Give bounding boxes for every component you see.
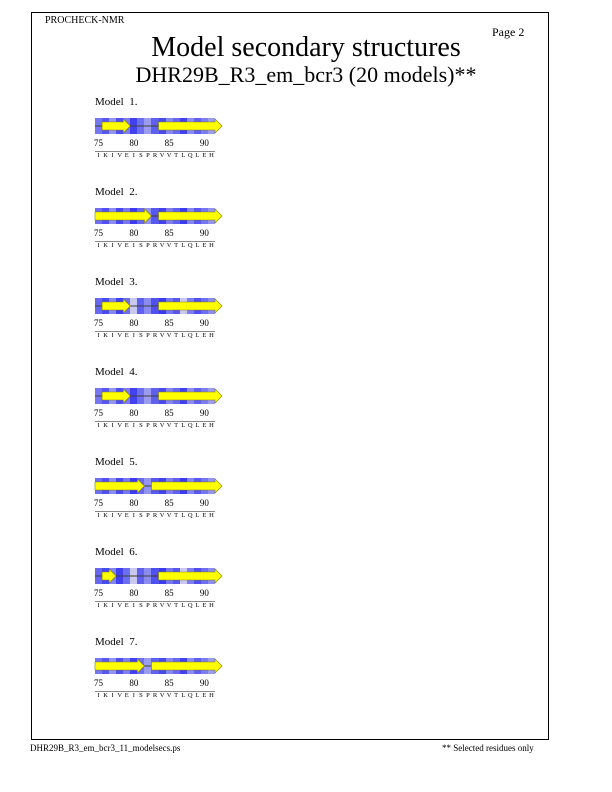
residue-letter: V bbox=[159, 602, 165, 609]
tick-label: 85 bbox=[164, 678, 174, 688]
model-label: Model 5. bbox=[95, 456, 138, 468]
strand-arrow bbox=[151, 479, 222, 493]
residue-letter: E bbox=[202, 692, 207, 699]
residue-letter: K bbox=[103, 512, 108, 519]
tick-label: 80 bbox=[129, 318, 139, 328]
residue-letter: I bbox=[132, 692, 135, 699]
model-label: Model 1. bbox=[95, 96, 138, 108]
residue-letter: V bbox=[159, 512, 165, 519]
residue-letter: I bbox=[111, 332, 114, 339]
strand-arrow bbox=[159, 299, 223, 313]
residue-letter: E bbox=[202, 602, 207, 609]
tick-label: 80 bbox=[129, 228, 139, 238]
secondary-structure-track bbox=[95, 388, 215, 404]
residue-letter: Q bbox=[187, 512, 193, 519]
residue-letter: L bbox=[195, 602, 200, 609]
residue-letter: L bbox=[181, 512, 186, 519]
residue-letter: V bbox=[166, 332, 172, 339]
residue-letter: I bbox=[111, 602, 114, 609]
secondary-structure-track bbox=[95, 208, 215, 224]
residue-letter: I bbox=[132, 332, 135, 339]
residue-letter: V bbox=[117, 512, 123, 519]
residue-letter: K bbox=[103, 692, 108, 699]
residue-letter: V bbox=[159, 692, 165, 699]
tick-label: 90 bbox=[199, 588, 209, 598]
residue-letter: L bbox=[195, 512, 200, 519]
residue-letter: I bbox=[111, 422, 114, 429]
residue-letter: T bbox=[174, 602, 179, 609]
tick-label: 85 bbox=[164, 228, 174, 238]
tick-label: 85 bbox=[164, 138, 174, 148]
residue-letter: E bbox=[124, 242, 129, 249]
residue-letter: L bbox=[181, 602, 186, 609]
residue-letter: I bbox=[132, 512, 135, 519]
residue-letter: E bbox=[124, 152, 129, 159]
sequence bbox=[95, 332, 215, 342]
secondary-structure-track bbox=[95, 478, 215, 494]
residue-letter: L bbox=[195, 422, 200, 429]
residue-letter: I bbox=[132, 602, 135, 609]
model-panel bbox=[95, 546, 225, 626]
sequence bbox=[95, 422, 215, 432]
residue-letter: H bbox=[209, 332, 214, 339]
tick-label: 75 bbox=[94, 228, 104, 238]
strand-arrow bbox=[95, 479, 144, 493]
tick-label: 75 bbox=[94, 678, 104, 688]
strand-arrow bbox=[159, 569, 223, 583]
residue-letter: R bbox=[152, 602, 158, 609]
residue-letter: Q bbox=[187, 422, 193, 429]
residue-letter: E bbox=[124, 422, 129, 429]
residue-letter: T bbox=[174, 332, 179, 339]
residue-letter: L bbox=[181, 152, 186, 159]
sequence bbox=[95, 242, 215, 252]
residue-letter: S bbox=[139, 692, 143, 699]
residue-letter: I bbox=[97, 692, 100, 699]
residue-axis bbox=[95, 498, 225, 508]
residue-letter: H bbox=[209, 152, 214, 159]
residue-letter: V bbox=[166, 692, 172, 699]
residue-letter: P bbox=[146, 332, 150, 339]
footer-filename: DHR29B_R3_em_bcr3_11_modelsecs.ps bbox=[30, 743, 181, 753]
residue-letter: L bbox=[195, 332, 200, 339]
residue-letter: P bbox=[146, 152, 150, 159]
strand-arrow bbox=[102, 299, 130, 313]
tick-label: 75 bbox=[94, 408, 104, 418]
strand-arrow bbox=[95, 209, 151, 223]
residue-letter: I bbox=[111, 692, 114, 699]
residue-letter: Q bbox=[187, 332, 193, 339]
tick-label: 80 bbox=[129, 408, 139, 418]
strand-arrow bbox=[102, 569, 116, 583]
residue-letter: S bbox=[139, 332, 143, 339]
secondary-structure-track bbox=[95, 568, 215, 584]
model-panel bbox=[95, 366, 225, 446]
residue-letter: V bbox=[117, 332, 123, 339]
residue-letter: I bbox=[97, 152, 100, 159]
residue-letter: E bbox=[202, 152, 207, 159]
residue-letter: V bbox=[159, 332, 165, 339]
residue-letter: Q bbox=[187, 602, 193, 609]
model-label: Model 2. bbox=[95, 186, 138, 198]
residue-letter: V bbox=[117, 602, 123, 609]
residue-letter: R bbox=[152, 152, 158, 159]
tick-label: 85 bbox=[164, 588, 174, 598]
residue-letter: V bbox=[166, 512, 172, 519]
strand-arrow bbox=[159, 389, 223, 403]
tick-label: 90 bbox=[199, 408, 209, 418]
residue-letter: R bbox=[152, 332, 158, 339]
residue-letter: P bbox=[146, 692, 150, 699]
tick-label: 90 bbox=[199, 318, 209, 328]
tick-label: 75 bbox=[94, 588, 104, 598]
program-name: PROCHECK-NMR bbox=[45, 15, 125, 26]
residue-letter: T bbox=[174, 692, 179, 699]
page-title: Model secondary structures bbox=[151, 32, 461, 63]
footer-note: ** Selected residues only bbox=[442, 743, 534, 753]
residue-letter: I bbox=[132, 422, 135, 429]
tick-label: 75 bbox=[94, 138, 104, 148]
residue-axis bbox=[95, 678, 225, 688]
sequence bbox=[95, 602, 215, 612]
residue-letter: H bbox=[209, 602, 214, 609]
residue-letter: V bbox=[166, 602, 172, 609]
residue-letter: R bbox=[152, 692, 158, 699]
residue-letter: V bbox=[166, 242, 172, 249]
residue-letter: K bbox=[103, 332, 108, 339]
model-panel bbox=[95, 186, 225, 266]
residue-letter: I bbox=[97, 422, 100, 429]
residue-axis bbox=[95, 408, 225, 418]
residue-letter: P bbox=[146, 242, 150, 249]
tick-label: 80 bbox=[129, 138, 139, 148]
tick-label: 85 bbox=[164, 498, 174, 508]
tick-label: 90 bbox=[199, 498, 209, 508]
residue-letter: P bbox=[146, 512, 150, 519]
sequence bbox=[95, 512, 215, 522]
residue-letter: K bbox=[103, 152, 108, 159]
tick-label: 80 bbox=[129, 498, 139, 508]
residue-letter: S bbox=[139, 152, 143, 159]
residue-letter: L bbox=[195, 152, 200, 159]
residue-letter: E bbox=[202, 242, 207, 249]
residue-letter: E bbox=[124, 692, 129, 699]
page-number: Page 2 bbox=[492, 25, 525, 39]
residue-letter: Q bbox=[187, 152, 193, 159]
tick-label: 80 bbox=[129, 588, 139, 598]
residue-axis bbox=[95, 588, 225, 598]
tick-label: 90 bbox=[199, 138, 209, 148]
residue-letter: H bbox=[209, 242, 214, 249]
residue-letter: R bbox=[152, 512, 158, 519]
residue-letter: I bbox=[97, 602, 100, 609]
residue-letter: V bbox=[117, 692, 123, 699]
residue-letter: K bbox=[103, 242, 108, 249]
residue-letter: V bbox=[166, 152, 172, 159]
residue-letter: E bbox=[124, 602, 129, 609]
model-panel bbox=[95, 636, 225, 716]
sequence bbox=[95, 692, 215, 702]
residue-letter: Q bbox=[187, 242, 193, 249]
residue-letter: S bbox=[139, 422, 143, 429]
strand-arrow bbox=[102, 389, 130, 403]
residue-letter: H bbox=[209, 512, 214, 519]
residue-letter: V bbox=[159, 152, 165, 159]
residue-letter: H bbox=[209, 422, 214, 429]
residue-letter: K bbox=[103, 602, 108, 609]
model-panel bbox=[95, 276, 225, 356]
strand-arrow bbox=[151, 659, 222, 673]
sequence bbox=[95, 152, 215, 162]
residue-letter: E bbox=[202, 512, 207, 519]
residue-letter: E bbox=[202, 422, 207, 429]
secondary-structure-track bbox=[95, 658, 215, 674]
residue-letter: L bbox=[195, 692, 200, 699]
residue-letter: T bbox=[174, 152, 179, 159]
residue-axis bbox=[95, 228, 225, 238]
tick-label: 85 bbox=[164, 408, 174, 418]
residue-letter: Q bbox=[187, 692, 193, 699]
residue-axis bbox=[95, 138, 225, 148]
residue-letter: H bbox=[209, 692, 214, 699]
secondary-structure-track bbox=[95, 298, 215, 314]
residue-letter: E bbox=[202, 332, 207, 339]
tick-label: 90 bbox=[199, 678, 209, 688]
tick-label: 80 bbox=[129, 678, 139, 688]
residue-letter: S bbox=[139, 602, 143, 609]
residue-letter: I bbox=[97, 512, 100, 519]
residue-letter: I bbox=[97, 242, 100, 249]
residue-letter: I bbox=[111, 152, 114, 159]
residue-letter: V bbox=[166, 422, 172, 429]
residue-letter: S bbox=[139, 242, 143, 249]
secondary-structure-track bbox=[95, 118, 215, 134]
residue-letter: I bbox=[132, 152, 135, 159]
residue-letter: E bbox=[124, 512, 129, 519]
residue-letter: I bbox=[111, 512, 114, 519]
residue-letter: V bbox=[117, 242, 123, 249]
tick-label: 90 bbox=[199, 228, 209, 238]
residue-letter: K bbox=[103, 422, 108, 429]
residue-letter: I bbox=[111, 242, 114, 249]
residue-letter: T bbox=[174, 422, 179, 429]
residue-letter: E bbox=[124, 332, 129, 339]
residue-letter: V bbox=[159, 242, 165, 249]
page-subtitle: DHR29B_R3_em_bcr3 (20 models)** bbox=[135, 62, 477, 87]
strand-arrow bbox=[95, 659, 144, 673]
residue-letter: I bbox=[132, 242, 135, 249]
residue-letter: I bbox=[97, 332, 100, 339]
strand-arrow bbox=[159, 119, 223, 133]
tick-label: 75 bbox=[94, 498, 104, 508]
residue-letter: T bbox=[174, 242, 179, 249]
model-label: Model 4. bbox=[95, 366, 138, 378]
residue-axis bbox=[95, 318, 225, 328]
model-panel bbox=[95, 96, 225, 176]
residue-letter: T bbox=[174, 512, 179, 519]
residue-letter: R bbox=[152, 422, 158, 429]
residue-letter: R bbox=[152, 242, 158, 249]
strand-arrow bbox=[102, 119, 130, 133]
model-label: Model 6. bbox=[95, 546, 138, 558]
residue-letter: L bbox=[181, 242, 186, 249]
strand-arrow bbox=[159, 209, 223, 223]
model-label: Model 7. bbox=[95, 636, 138, 648]
tick-label: 75 bbox=[94, 318, 104, 328]
residue-letter: L bbox=[181, 692, 186, 699]
residue-letter: P bbox=[146, 422, 150, 429]
residue-letter: L bbox=[181, 332, 186, 339]
tick-label: 85 bbox=[164, 318, 174, 328]
residue-letter: L bbox=[195, 242, 200, 249]
residue-letter: P bbox=[146, 602, 150, 609]
residue-letter: V bbox=[117, 152, 123, 159]
residue-letter: L bbox=[181, 422, 186, 429]
residue-letter: V bbox=[117, 422, 123, 429]
model-panel bbox=[95, 456, 225, 536]
residue-letter: V bbox=[159, 422, 165, 429]
model-label: Model 3. bbox=[95, 276, 138, 288]
residue-letter: S bbox=[139, 512, 143, 519]
